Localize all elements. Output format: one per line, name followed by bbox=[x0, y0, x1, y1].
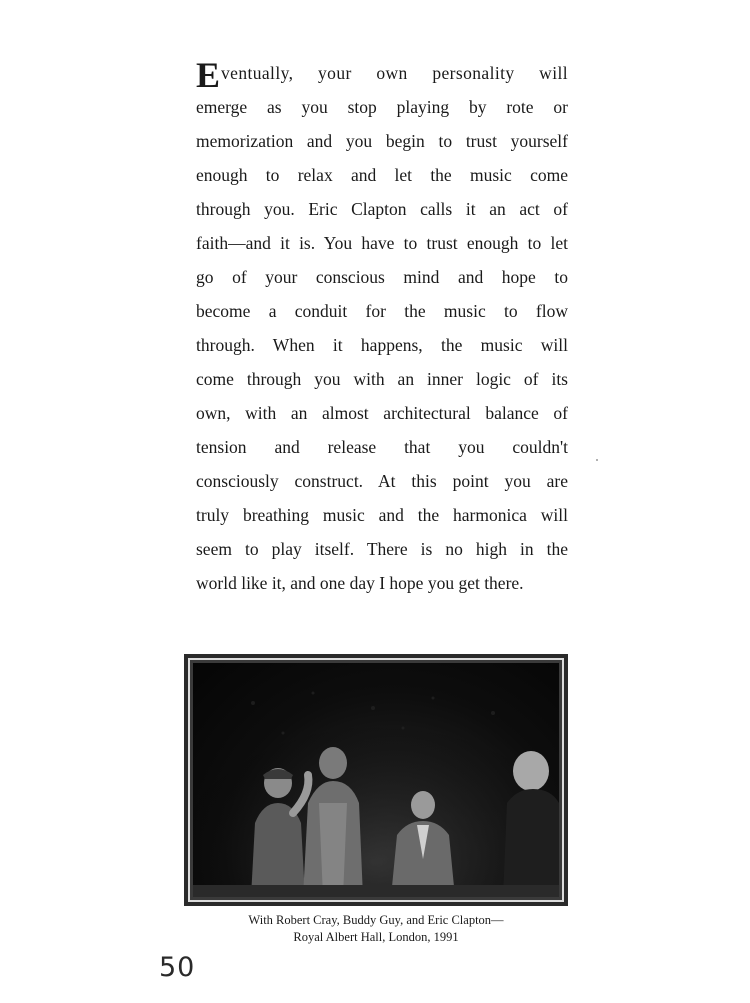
text-line: seem to play itself. There is no high in the bbox=[196, 539, 568, 559]
drop-cap: E bbox=[196, 55, 221, 95]
text-line: memorization and you begin to trust yourself bbox=[196, 131, 568, 151]
text-line: become a conduit for the music to flow bbox=[196, 301, 568, 321]
photo-border bbox=[188, 658, 564, 902]
first-line bbox=[196, 40, 568, 95]
caption-line-1: With Robert Cray, Buddy Guy, and Eric Clapton— bbox=[248, 913, 504, 927]
first-line-text: ventually, your own personality will bbox=[221, 63, 568, 83]
text-line: come through you with an inner logic of its bbox=[196, 369, 568, 389]
body-paragraph bbox=[196, 40, 568, 600]
text-line: own, with an almost architectural balance of bbox=[196, 403, 568, 423]
text-line: through you. Eric Clapton calls it an act of bbox=[196, 199, 568, 219]
text-line: enough to relax and let the music come bbox=[196, 165, 568, 185]
page-number: 50 bbox=[159, 952, 196, 983]
concert-photo-illustration bbox=[193, 663, 559, 897]
text-line: go of your conscious mind and hope to bbox=[196, 267, 568, 287]
text-line: tension and release that you couldn't bbox=[196, 437, 568, 457]
photo-caption bbox=[184, 912, 568, 946]
text-line: emerge as you stop playing by rote or bbox=[196, 97, 568, 117]
text-line: world like it, and one day I hope you get there. bbox=[196, 573, 524, 593]
caption-line-2: Royal Albert Hall, London, 1991 bbox=[293, 930, 459, 944]
text-line: consciously construct. At this point you are bbox=[196, 471, 568, 491]
scan-speck bbox=[596, 459, 598, 461]
text-line: through. When it happens, the music will bbox=[196, 335, 568, 355]
photo-frame bbox=[184, 654, 568, 906]
concert-photo bbox=[193, 663, 559, 897]
text-line: truly breathing music and the harmonica will bbox=[196, 505, 568, 525]
text-line: faith—and it is. You have to trust enough to let bbox=[196, 233, 568, 253]
